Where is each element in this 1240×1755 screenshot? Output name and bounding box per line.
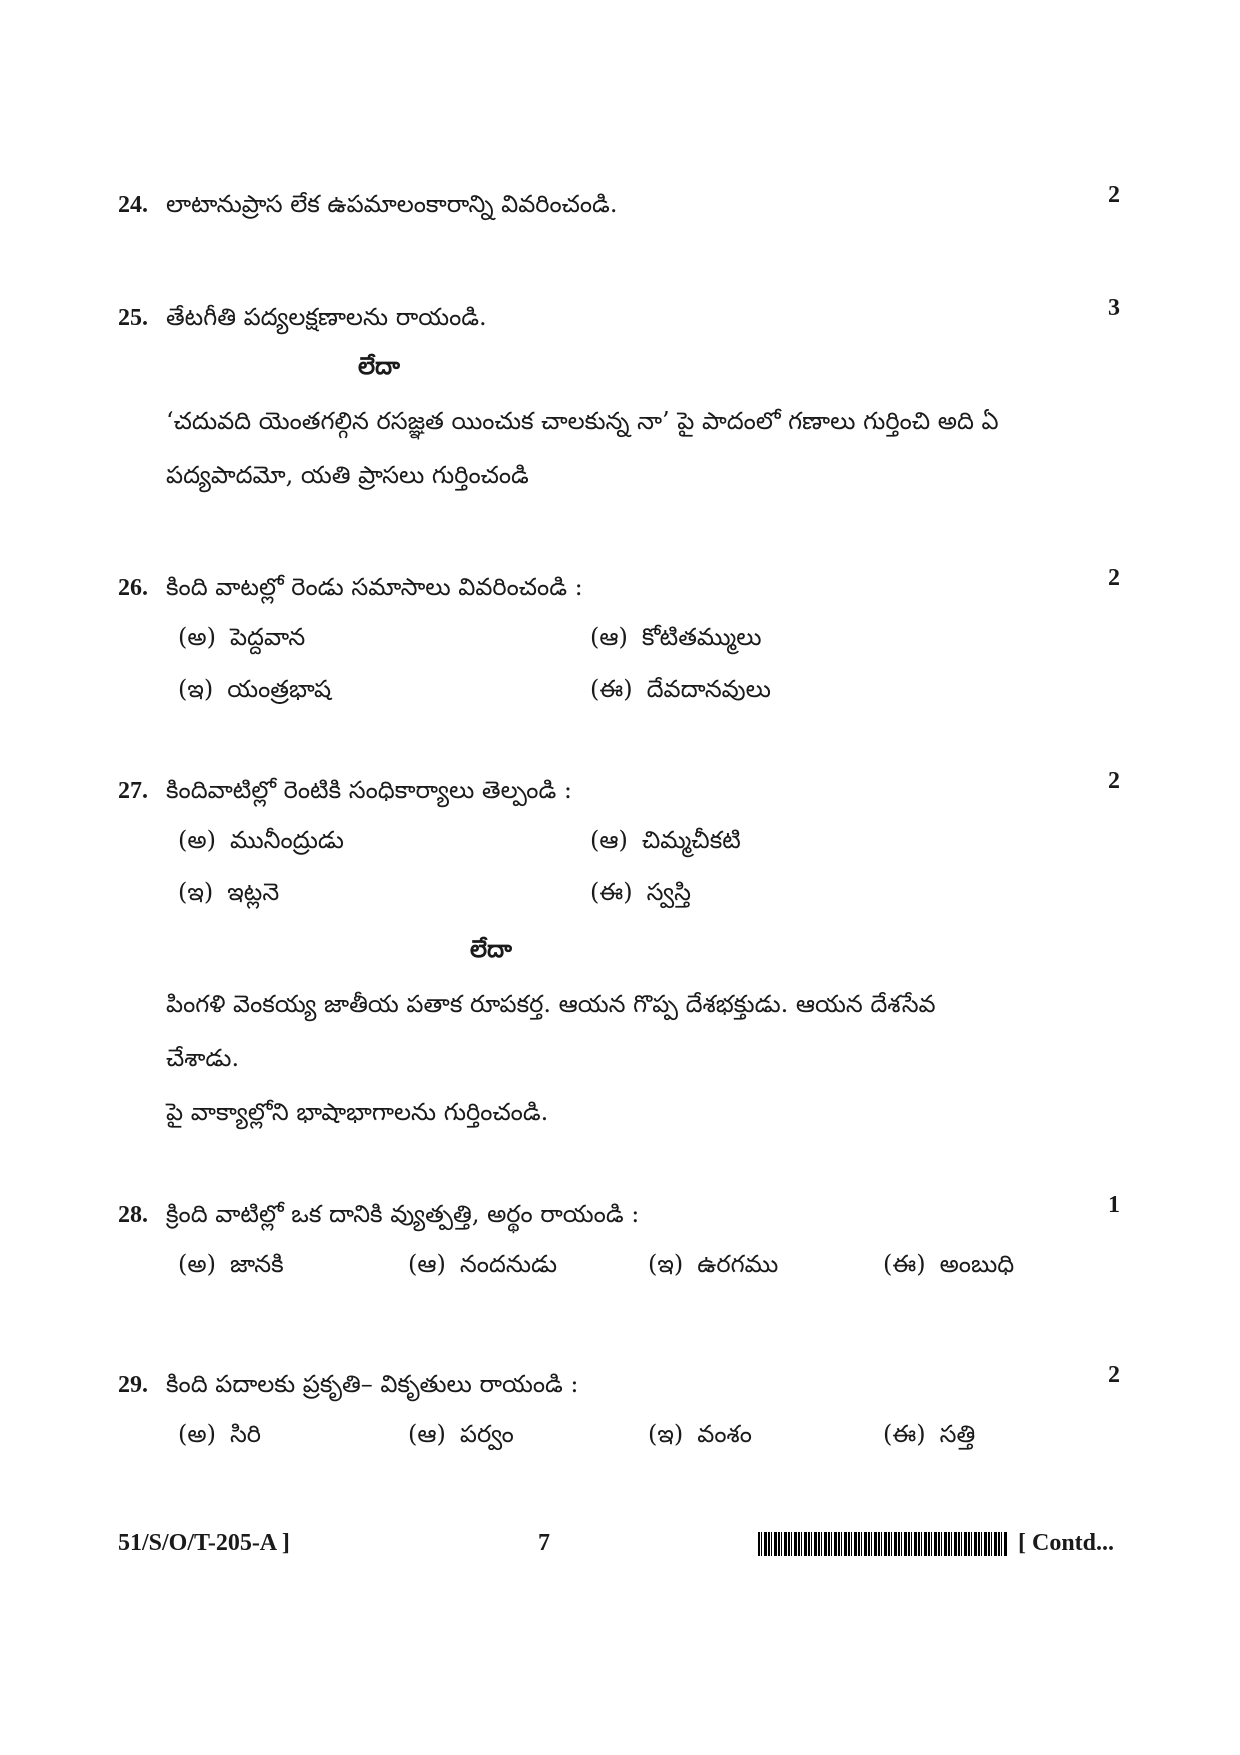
marks: 2 bbox=[1108, 182, 1120, 208]
alternative-line: పై వాక్యాల్లోని భాషాభాగాలను గుర్తించండి. bbox=[166, 1098, 549, 1126]
marks: 2 bbox=[1108, 768, 1120, 794]
option: (ఇ) యంత్రభాష bbox=[178, 675, 332, 703]
question-text: క్రింది వాటిల్లో ఒక దానికి వ్యుత్పత్తి, అర్థం రాయండి : bbox=[166, 1200, 640, 1228]
marks: 2 bbox=[1108, 565, 1120, 591]
marks: 3 bbox=[1108, 295, 1120, 321]
question-number: 28. bbox=[118, 1202, 148, 1228]
question-text: కింది పదాలకు ప్రకృతి– వికృతులు రాయండి : bbox=[166, 1370, 579, 1398]
option: (ఈ) దేవదానవులు bbox=[590, 675, 771, 703]
option: (ఆ) చిమ్మచీకటి bbox=[590, 826, 741, 854]
option: (అ) పెద్దవాన bbox=[178, 623, 306, 651]
question-28 bbox=[118, 1192, 1128, 1302]
option: (ఈ) సత్తి bbox=[883, 1420, 976, 1448]
option: (ఆ) పర్వం bbox=[408, 1420, 514, 1448]
question-number: 26. bbox=[118, 575, 148, 601]
question-25 bbox=[118, 295, 1128, 502]
page-footer bbox=[118, 1530, 1128, 1570]
option: (ఆ) నందనుడు bbox=[408, 1250, 558, 1278]
question-27 bbox=[118, 768, 1128, 1139]
continued-label: [ Contd... bbox=[1018, 1530, 1115, 1556]
question-26 bbox=[118, 565, 1128, 727]
question-number: 25. bbox=[118, 305, 148, 331]
alternative-line: ‘చదువది యెంతగల్గిన రసజ్ఞత యించుక చాలకున్న నా’ పై పాదంలో గణాలు గుర్తించి అది ఏ bbox=[166, 407, 999, 435]
option: (ఈ) అంబుధి bbox=[883, 1250, 1015, 1278]
marks: 2 bbox=[1108, 1362, 1120, 1388]
or-separator: లేదా bbox=[358, 351, 400, 380]
alternative-line: పద్యపాదమో, యతి ప్రాసలు గుర్తించండి bbox=[166, 461, 529, 489]
option: (ఇ) వంశం bbox=[648, 1420, 752, 1448]
question-number: 29. bbox=[118, 1372, 148, 1398]
or-separator: లేదా bbox=[470, 934, 512, 963]
option: (అ) మునీంద్రుడు bbox=[178, 826, 344, 854]
question-number: 24. bbox=[118, 192, 148, 218]
question-number: 27. bbox=[118, 778, 148, 804]
question-29 bbox=[118, 1362, 1128, 1472]
option: (ఈ) స్వస్తి bbox=[590, 878, 692, 906]
question-text: తేటగీతి పద్యలక్షణాలను రాయండి. bbox=[166, 303, 487, 331]
question-text: కింది వాటల్లో రెండు సమాసాలు వివరించండి : bbox=[166, 573, 583, 601]
option: (ఇ) ఇట్లనె bbox=[178, 878, 280, 906]
page-number: 7 bbox=[538, 1530, 550, 1556]
question-24 bbox=[118, 182, 1128, 224]
alternative-line: పింగళి వెంకయ్య జాతీయ పతాక రూపకర్త. ఆయన గొప్ప దేశభక్తుడు. ఆయన దేశసేవ bbox=[166, 990, 936, 1018]
question-text: లాటానుప్రాస లేక ఉపమాలంకారాన్ని వివరించండి. bbox=[166, 190, 618, 218]
question-text: కిందివాటిల్లో రెంటికి సంధికార్యాలు తెల్పండి : bbox=[166, 776, 572, 804]
option: (ఆ) కోటితమ్ములు bbox=[590, 623, 762, 651]
paper-code: 51/S/O/T-205-A ] bbox=[118, 1530, 290, 1556]
barcode bbox=[758, 1532, 1008, 1556]
option: (అ) జానకి bbox=[178, 1250, 284, 1278]
alternative-line: చేశాడు. bbox=[166, 1044, 240, 1072]
marks: 1 bbox=[1108, 1192, 1120, 1218]
option: (అ) సిరి bbox=[178, 1420, 262, 1448]
option: (ఇ) ఉరగము bbox=[648, 1250, 779, 1278]
